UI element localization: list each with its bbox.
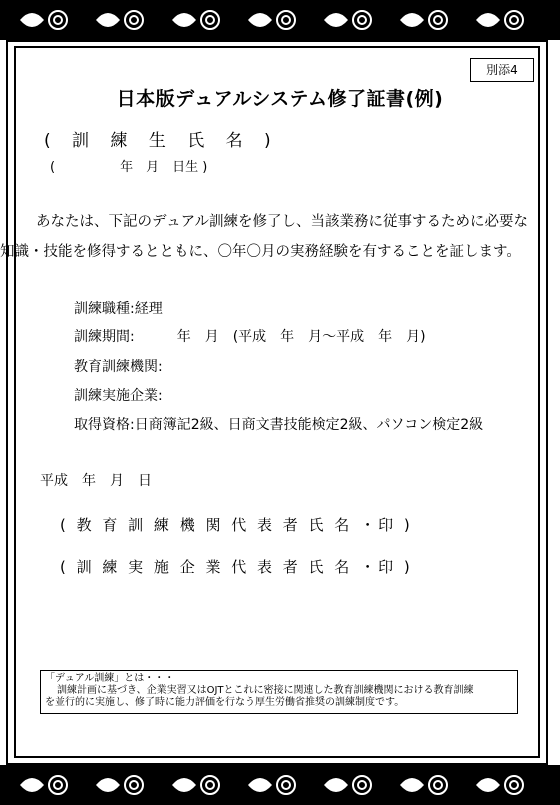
attachment-badge: 別添4 (470, 58, 534, 82)
dual-training-note-box (40, 670, 518, 714)
birthdate-placeholder: ( 年 月 日生 ) (50, 160, 208, 175)
detail-training-period: 訓練期間: 年 月 (平成 年 月〜平成 年 月) (74, 329, 426, 345)
decorative-border-bottom (0, 765, 560, 805)
detail-education-institution: 教育訓練機関: (74, 359, 163, 375)
decorative-border-top (0, 0, 560, 40)
note-heading: 「デュアル訓練」とは・・・ (45, 673, 175, 684)
note-line-1: 訓練計画に基づき、企業実習又はOJTとこれに密接に関連した教育訓練機関における教育訓練 (57, 685, 474, 696)
detail-training-type: 訓練職種:経理 (74, 301, 163, 317)
signature-education-institution: ( 教 育 訓 練 機 関 代 表 者 氏 名 ・印 ) (60, 516, 413, 534)
note-line-2: を並行的に実施し、修了時に能力評価を行なう厚生労働省推奨の訓練制度です。 (45, 697, 405, 708)
issue-date: 平成 年 月 日 (40, 473, 152, 489)
trainee-name-placeholder: ( 訓 練 生 氏 名 ) (44, 131, 279, 151)
detail-qualifications: 取得資格:日商簿記2級、日商文書技能検定2級、パソコン検定2級 (74, 417, 484, 433)
signature-training-company: ( 訓 練 実 施 企 業 代 表 者 氏 名 ・印 ) (60, 558, 413, 576)
certificate-title: 日本版デュアルシステム修了証書(例) (116, 88, 444, 110)
certificate-body-line-2: 知識・技能を修得するとともに、〇年〇月の実務経験を有することを証します。 (0, 244, 521, 260)
certificate-body-line-1: あなたは、下記のデュアル訓練を修了し、当該業務に従事するために必要な (36, 214, 528, 230)
detail-training-company: 訓練実施企業: (74, 388, 163, 404)
